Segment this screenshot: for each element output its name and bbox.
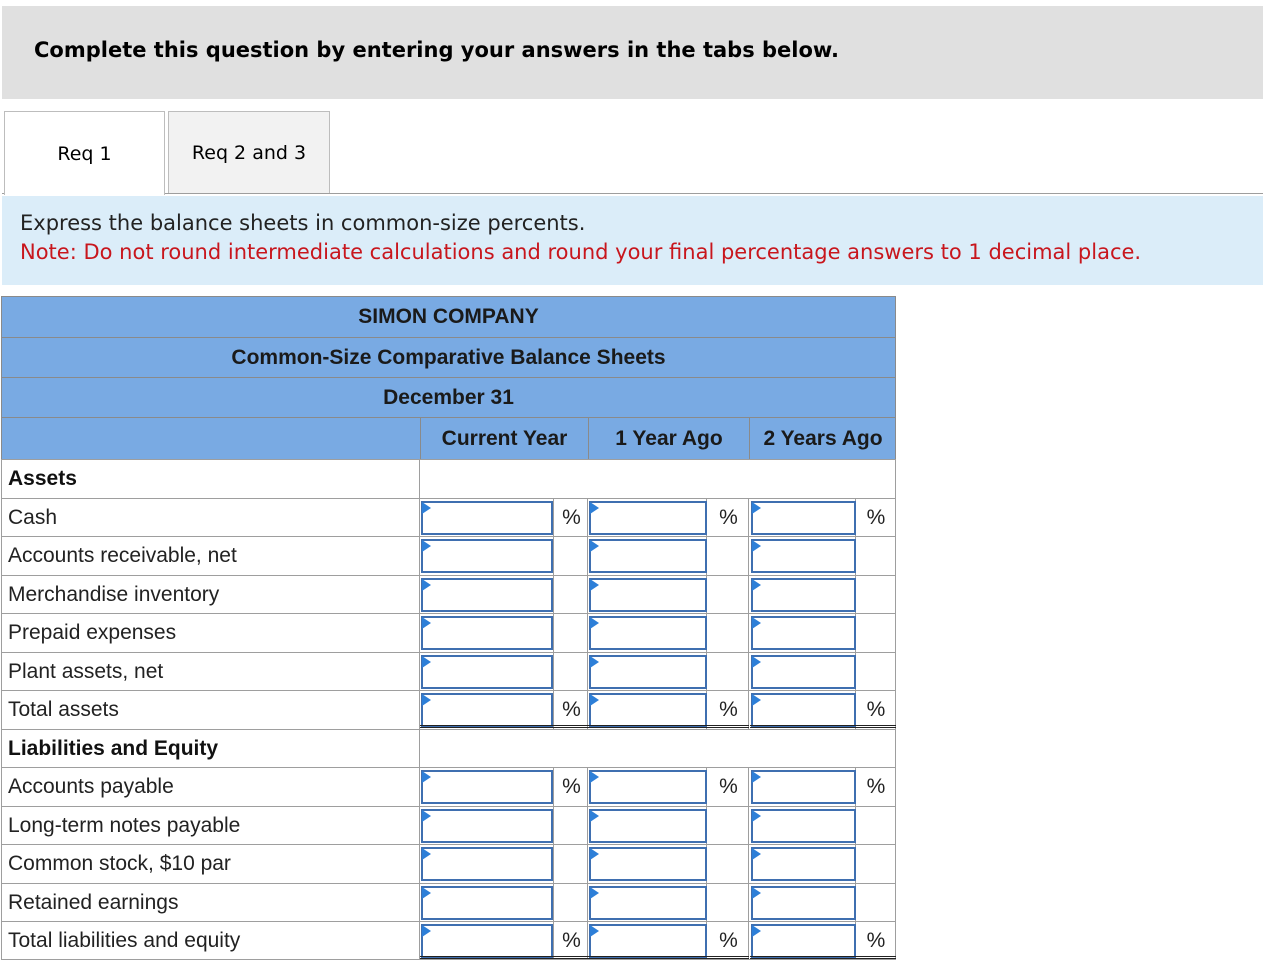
column-divider [553, 653, 554, 691]
tab-req-1[interactable]: Req 1 [4, 111, 165, 195]
percent-input-current-year[interactable] [421, 655, 553, 689]
table-body [1, 459, 896, 960]
column-divider [748, 614, 749, 652]
percent-sign: % [719, 775, 738, 798]
column-divider [419, 614, 420, 652]
tab-divider [165, 193, 1263, 194]
question-instructions [2, 196, 1263, 285]
percent-input-current-year[interactable] [421, 539, 553, 573]
percent-input-current-year[interactable] [421, 501, 553, 535]
table-row [1, 536, 896, 575]
percent-input-current-year[interactable] [421, 847, 553, 881]
row-label: Plant assets, net [8, 659, 164, 683]
percent-input-1-year-ago[interactable] [589, 886, 707, 920]
percent-sign: % [866, 505, 886, 529]
banner-text: Complete this question by entering your answers in the tabs below. [34, 38, 839, 62]
table-row [1, 652, 896, 691]
percent-input-current-year[interactable] [421, 693, 553, 727]
column-divider [419, 537, 420, 575]
column-divider [419, 884, 420, 922]
column-divider [587, 537, 588, 575]
percent-input-2-years-ago[interactable] [751, 847, 856, 881]
percent-input-1-year-ago[interactable] [589, 924, 707, 958]
row-label: Total liabilities and equity [8, 929, 241, 952]
percent-input-2-years-ago[interactable] [751, 501, 856, 535]
percent-sign: % [562, 775, 581, 798]
company-name: SIMON COMPANY [1, 296, 896, 337]
row-label: Merchandise inventory [8, 582, 220, 606]
column-divider [553, 807, 554, 845]
table-row [1, 806, 896, 845]
column-divider [553, 845, 554, 883]
column-divider [419, 576, 420, 614]
table-row [1, 883, 896, 922]
column-divider [587, 884, 588, 922]
percent-sign: % [866, 698, 886, 721]
column-divider [587, 576, 588, 614]
column-divider [748, 884, 749, 922]
percent-sign: % [719, 929, 738, 952]
column-divider [553, 614, 554, 652]
percent-sign: % [562, 698, 581, 721]
column-divider [748, 807, 749, 845]
column-divider [748, 653, 749, 691]
column-divider [587, 807, 588, 845]
total-double-underline [750, 956, 896, 959]
percent-input-2-years-ago[interactable] [751, 770, 856, 804]
table-row [1, 767, 896, 806]
tab-req-2-and-3[interactable]: Req 2 and 3 [168, 111, 330, 193]
percent-sign: % [562, 505, 581, 529]
percent-input-1-year-ago[interactable] [589, 578, 707, 612]
percent-input-1-year-ago[interactable] [589, 655, 707, 689]
row-label: Long-term notes payable [8, 813, 241, 837]
percent-input-2-years-ago[interactable] [751, 655, 856, 689]
percent-input-2-years-ago[interactable] [751, 886, 856, 920]
row-label: Cash [8, 505, 58, 529]
percent-sign: % [866, 929, 886, 952]
table-row [1, 498, 896, 537]
column-divider [553, 884, 554, 922]
percent-input-current-year[interactable] [421, 809, 553, 843]
row-label: Total assets [8, 698, 119, 721]
percent-input-2-years-ago[interactable] [751, 539, 856, 573]
section-header-row [1, 729, 896, 768]
column-divider [419, 653, 420, 691]
total-double-underline [588, 956, 749, 959]
column-divider [748, 845, 749, 883]
percent-input-current-year[interactable] [421, 924, 553, 958]
column-divider [553, 499, 554, 537]
statement-title: Common-Size Comparative Balance Sheets [1, 337, 896, 377]
percent-input-1-year-ago[interactable] [589, 693, 707, 727]
percent-input-2-years-ago[interactable] [751, 809, 856, 843]
column-divider [748, 576, 749, 614]
column-divider [587, 614, 588, 652]
percent-input-current-year[interactable] [421, 886, 553, 920]
section-label: Assets [8, 467, 77, 490]
percent-input-1-year-ago[interactable] [589, 770, 707, 804]
column-divider [748, 537, 749, 575]
percent-input-2-years-ago[interactable] [751, 693, 856, 727]
section-label: Liabilities and Equity [8, 736, 219, 760]
percent-input-2-years-ago[interactable] [751, 616, 856, 650]
percent-sign: % [719, 505, 738, 529]
percent-sign: % [562, 929, 581, 952]
rounding-note: Note: Do not round intermediate calculations and round your final percentage answers to 1 decimal place. [20, 240, 1142, 264]
column-divider [419, 730, 420, 768]
column-divider [553, 537, 554, 575]
percent-input-current-year[interactable] [421, 770, 553, 804]
table-row [1, 575, 896, 614]
column-divider [553, 922, 554, 959]
column-header-row [1, 417, 896, 459]
table-row [1, 613, 896, 652]
row-label: Prepaid expenses [8, 621, 177, 644]
column-divider [419, 768, 420, 806]
instruction-text: Express the balance sheets in common-size percents. [20, 211, 586, 235]
instructions-banner [2, 6, 1263, 99]
percent-input-1-year-ago[interactable] [589, 501, 707, 535]
table-row [1, 844, 896, 883]
column-divider [553, 691, 554, 729]
percent-input-1-year-ago[interactable] [589, 539, 707, 573]
balance-sheet-table [1, 296, 896, 960]
row-label: Accounts payable [8, 775, 174, 798]
column-divider [587, 845, 588, 883]
statement-date: December 31 [1, 377, 896, 417]
column-divider [419, 460, 420, 498]
table-row [1, 690, 896, 729]
column-divider [419, 691, 420, 729]
percent-sign: % [719, 698, 738, 721]
column-header-2-years-ago: 2 Years Ago [749, 418, 896, 459]
row-label: Retained earnings [8, 890, 179, 914]
percent-input-current-year[interactable] [421, 578, 553, 612]
column-divider [419, 499, 420, 537]
percent-sign: % [866, 775, 886, 798]
column-divider [553, 576, 554, 614]
percent-input-2-years-ago[interactable] [751, 924, 856, 958]
section-header-row [1, 459, 896, 498]
table-row [1, 921, 896, 960]
percent-input-1-year-ago[interactable] [589, 809, 707, 843]
column-divider [587, 653, 588, 691]
percent-input-1-year-ago[interactable] [589, 616, 707, 650]
column-header-current-year: Current Year [420, 418, 588, 459]
percent-input-current-year[interactable] [421, 616, 553, 650]
column-divider [419, 845, 420, 883]
total-double-underline [420, 956, 588, 959]
column-divider [419, 922, 420, 959]
column-divider [419, 807, 420, 845]
percent-input-1-year-ago[interactable] [589, 847, 707, 881]
row-label: Accounts receivable, net [8, 544, 237, 567]
row-label: Common stock, $10 par [8, 852, 231, 875]
column-header-1-year-ago: 1 Year Ago [588, 418, 749, 459]
column-divider [553, 768, 554, 806]
percent-input-2-years-ago[interactable] [751, 578, 856, 612]
